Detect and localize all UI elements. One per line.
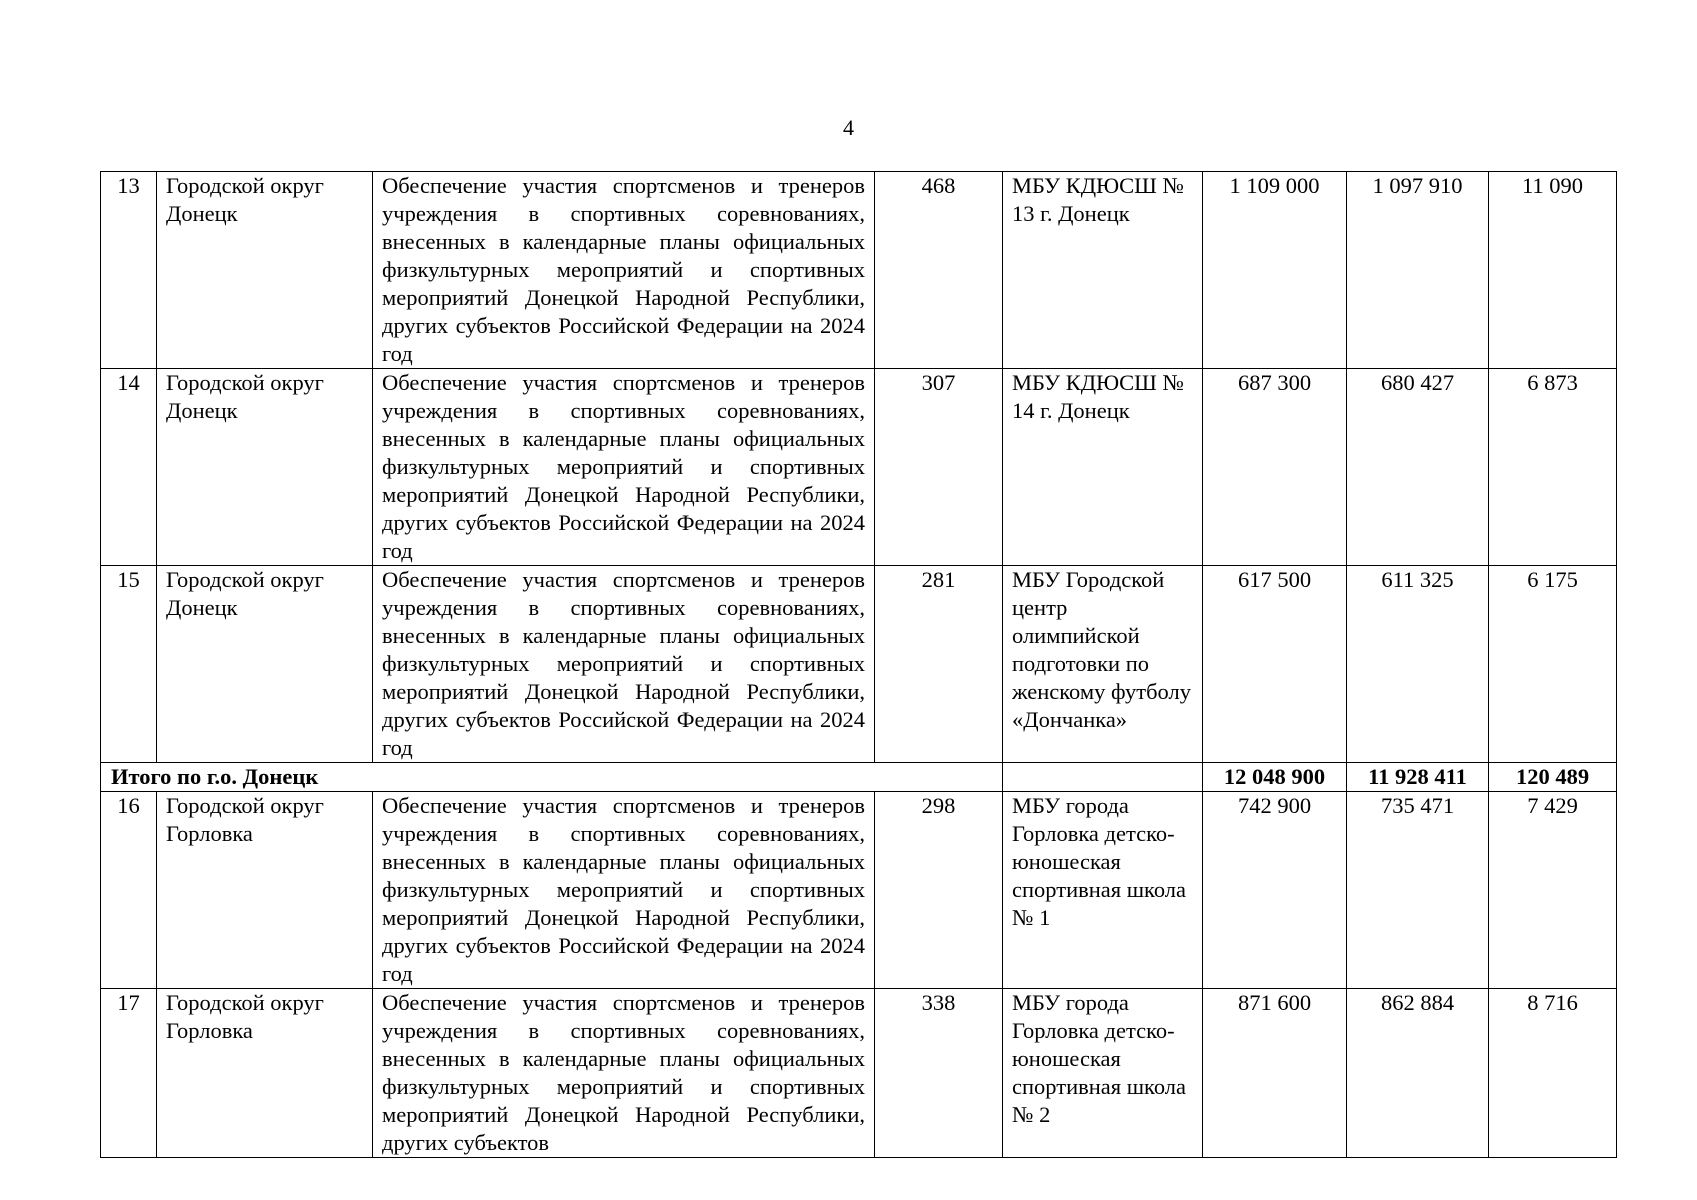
subtotal-row	[101, 763, 1617, 792]
subtotal-local: 120 489	[1489, 763, 1617, 792]
row-number: 15	[101, 566, 157, 763]
subtotal-republic: 11 928 411	[1347, 763, 1489, 792]
amount-local: 11 090	[1489, 172, 1617, 369]
amount-local: 6 175	[1489, 566, 1617, 763]
amount-republic: 611 325	[1347, 566, 1489, 763]
amount-total: 687 300	[1203, 369, 1347, 566]
measure-code: 298	[875, 792, 1003, 989]
measure-description: Обеспечение участия спортсменов и тренеров учреждения в спортивных соревнованиях, внесенных в календарные планы официальных физкультурных мероприятий и спортивных мероприятий Донецкой Народной Республики, других субъектов Российской Федерации на 2024 год	[373, 369, 875, 566]
measure-code: 468	[875, 172, 1003, 369]
subtotal-total: 12 048 900	[1203, 763, 1347, 792]
subtotal-label: Итого по г.о. Донецк	[101, 763, 1003, 792]
measure-code: 338	[875, 989, 1003, 1158]
amount-local: 7 429	[1489, 792, 1617, 989]
subtotal-empty-cell	[1003, 763, 1203, 792]
measure-description: Обеспечение участия спортсменов и тренеров учреждения в спортивных соревнованиях, внесенных в календарные планы официальных физкультурных мероприятий и спортивных мероприятий Донецкой Народной Республики, других субъектов	[373, 989, 875, 1158]
amount-total: 617 500	[1203, 566, 1347, 763]
district-name: Городской округ Горловка	[157, 989, 373, 1158]
table-row	[101, 172, 1617, 369]
table-row	[101, 369, 1617, 566]
table-row	[101, 792, 1617, 989]
amount-republic: 1 097 910	[1347, 172, 1489, 369]
measure-description: Обеспечение участия спортсменов и тренеров учреждения в спортивных соревнованиях, внесенных в календарные планы официальных физкультурных мероприятий и спортивных мероприятий Донецкой Народной Республики, других субъектов Российской Федерации на 2024 год	[373, 172, 875, 369]
district-name: Городской округ Донецк	[157, 172, 373, 369]
amount-republic: 862 884	[1347, 989, 1489, 1158]
amount-local: 6 873	[1489, 369, 1617, 566]
institution-name: МБУ Городской центр олимпийской подготовки по женскому футболу «Дончанка»	[1003, 566, 1203, 763]
amount-republic: 735 471	[1347, 792, 1489, 989]
institution-name: МБУ КДЮСШ № 14 г. Донецк	[1003, 369, 1203, 566]
amount-total: 742 900	[1203, 792, 1347, 989]
amount-total: 871 600	[1203, 989, 1347, 1158]
district-name: Городской округ Донецк	[157, 369, 373, 566]
institution-name: МБУ КДЮСШ № 13 г. Донецк	[1003, 172, 1203, 369]
district-name: Городской округ Горловка	[157, 792, 373, 989]
amount-republic: 680 427	[1347, 369, 1489, 566]
table-row	[101, 989, 1617, 1158]
measure-code: 281	[875, 566, 1003, 763]
row-number: 13	[101, 172, 157, 369]
row-number: 14	[101, 369, 157, 566]
measure-code: 307	[875, 369, 1003, 566]
institution-name: МБУ города Горловка детско-юношеская спортивная школа № 2	[1003, 989, 1203, 1158]
row-number: 16	[101, 792, 157, 989]
row-number: 17	[101, 989, 157, 1158]
amount-local: 8 716	[1489, 989, 1617, 1158]
table-row	[101, 566, 1617, 763]
funding-table	[100, 171, 1617, 1158]
district-name: Городской округ Донецк	[157, 566, 373, 763]
amount-total: 1 109 000	[1203, 172, 1347, 369]
measure-description: Обеспечение участия спортсменов и тренеров учреждения в спортивных соревнованиях, внесенных в календарные планы официальных физкультурных мероприятий и спортивных мероприятий Донецкой Народной Республики, других субъектов Российской Федерации на 2024 год	[373, 566, 875, 763]
measure-description: Обеспечение участия спортсменов и тренеров учреждения в спортивных соревнованиях, внесенных в календарные планы официальных физкультурных мероприятий и спортивных мероприятий Донецкой Народной Республики, других субъектов Российской Федерации на 2024 год	[373, 792, 875, 989]
institution-name: МБУ города Горловка детско-юношеская спортивная школа № 1	[1003, 792, 1203, 989]
page-number: 4	[843, 115, 854, 140]
